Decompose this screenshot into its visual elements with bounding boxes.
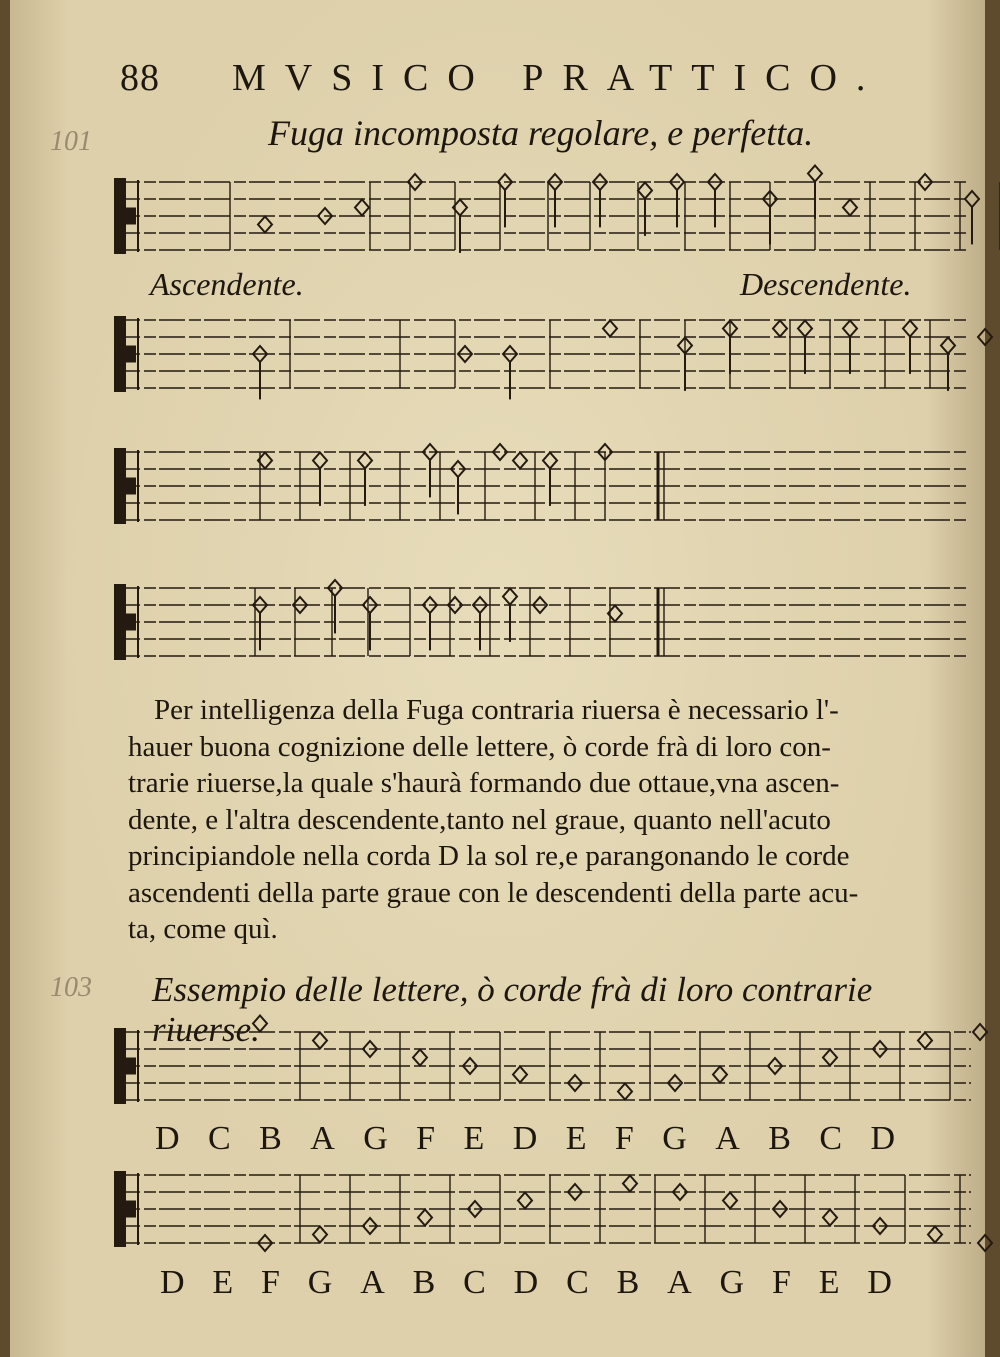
music-staff — [110, 1022, 975, 1117]
margin-note: 103 — [50, 972, 92, 1003]
note-letter: A — [360, 1264, 385, 1301]
note-letter: F — [771, 1264, 791, 1301]
music-staff — [110, 578, 970, 673]
body-paragraph — [128, 692, 978, 948]
music-note — [808, 166, 822, 219]
paragraph-line: trarie riuerse,la quale s'haurà formando due ottaue,vna ascen- — [128, 767, 840, 799]
music-note — [823, 1210, 837, 1226]
note-letter: G — [662, 1120, 687, 1157]
music-note — [503, 589, 517, 642]
paragraph-line: ta, come quì. — [128, 913, 278, 945]
music-note — [313, 1227, 327, 1243]
note-letter: D — [870, 1120, 895, 1157]
music-note — [823, 1050, 837, 1066]
paragraph-line: ascendenti della parte graue con le descendenti della parte acu- — [128, 876, 859, 909]
clef-icon — [114, 316, 138, 392]
note-letter: G — [307, 1264, 333, 1301]
note-letter: D — [867, 1264, 892, 1301]
music-note — [413, 1050, 427, 1066]
music-note — [623, 1176, 637, 1192]
music-note — [773, 321, 787, 337]
note-letter: A — [715, 1120, 740, 1157]
music-note — [843, 321, 857, 374]
note-letter-row — [155, 1120, 895, 1158]
music-note — [518, 1193, 532, 1209]
note-letter-row — [160, 1264, 892, 1302]
clef-icon — [114, 178, 138, 254]
music-note — [603, 321, 617, 337]
note-letter: A — [667, 1264, 692, 1301]
note-letter: B — [259, 1120, 282, 1157]
clef-icon — [114, 1028, 138, 1104]
note-letter: B — [768, 1120, 791, 1157]
note-letter: F — [614, 1120, 634, 1157]
note-letter: D — [160, 1264, 185, 1301]
note-letter: D — [512, 1120, 538, 1157]
note-letter: G — [719, 1264, 745, 1301]
note-letter: F — [261, 1264, 280, 1301]
music-note — [928, 1227, 942, 1243]
music-note — [313, 1033, 327, 1049]
music-note — [638, 183, 652, 236]
music-note — [418, 1210, 432, 1226]
note-letter: E — [463, 1120, 485, 1157]
music-note — [713, 1067, 727, 1083]
paragraph-line: dente, e l'altra descendente,tanto nel graue, quanto nell'acuto — [128, 803, 831, 836]
music-note — [543, 453, 557, 506]
music-note — [723, 1193, 737, 1209]
margin-note: 101 — [50, 126, 92, 157]
music-note — [513, 1067, 527, 1083]
music-note — [978, 1235, 992, 1251]
music-note — [798, 321, 812, 374]
music-note — [903, 321, 917, 374]
note-letter: B — [412, 1264, 436, 1301]
music-staff — [110, 442, 970, 542]
note-letter: D — [513, 1264, 539, 1301]
music-note — [513, 453, 527, 469]
music-note — [965, 191, 979, 244]
note-letter: C — [463, 1264, 486, 1301]
music-note — [941, 338, 955, 391]
clef-icon — [114, 584, 138, 660]
section-heading: Fuga incomposta regolare, e perfetta. — [268, 113, 814, 153]
note-letter: C — [207, 1120, 231, 1157]
note-letter: E — [818, 1264, 840, 1301]
page-number: 88 — [120, 57, 160, 99]
music-note — [258, 217, 272, 233]
note-letter: A — [310, 1120, 335, 1157]
note-letter: D — [155, 1120, 180, 1157]
note-letter: G — [363, 1120, 388, 1157]
paragraph-line: principiandole nella corda D la sol re,e parangonando le corde — [128, 840, 850, 872]
music-note — [313, 453, 327, 506]
section-heading: Essempio delle lettere, ò corde frà di loro contrarie riuerse. — [152, 970, 873, 1049]
paragraph-line: hauer buona cognizione delle lettere, ò corde frà di loro con- — [128, 730, 831, 763]
clef-icon — [114, 448, 138, 524]
note-letter: F — [416, 1120, 436, 1157]
music-note — [978, 329, 992, 345]
note-letter: C — [819, 1120, 843, 1157]
note-letter: E — [565, 1120, 587, 1157]
note-letter: E — [212, 1264, 234, 1301]
note-letter: C — [566, 1264, 589, 1301]
music-note — [918, 1033, 932, 1049]
staff-label-ascending: Ascendente. — [150, 266, 304, 302]
music-note — [358, 453, 372, 506]
music-staff — [110, 310, 970, 410]
note-letter: B — [616, 1264, 640, 1301]
staff-label-descending: Descendente. — [740, 266, 912, 302]
paragraph-line: Per intelligenza della Fuga contraria riuersa è necessario l'- — [154, 694, 839, 726]
music-note — [843, 200, 857, 216]
music-note — [355, 200, 369, 216]
running-title: MVSICO PRATTICO. — [232, 57, 885, 99]
clef-icon — [114, 1171, 138, 1247]
book-page — [10, 0, 985, 1357]
music-note — [618, 1084, 632, 1100]
music-staff — [110, 1165, 975, 1260]
music-staff — [110, 172, 970, 262]
